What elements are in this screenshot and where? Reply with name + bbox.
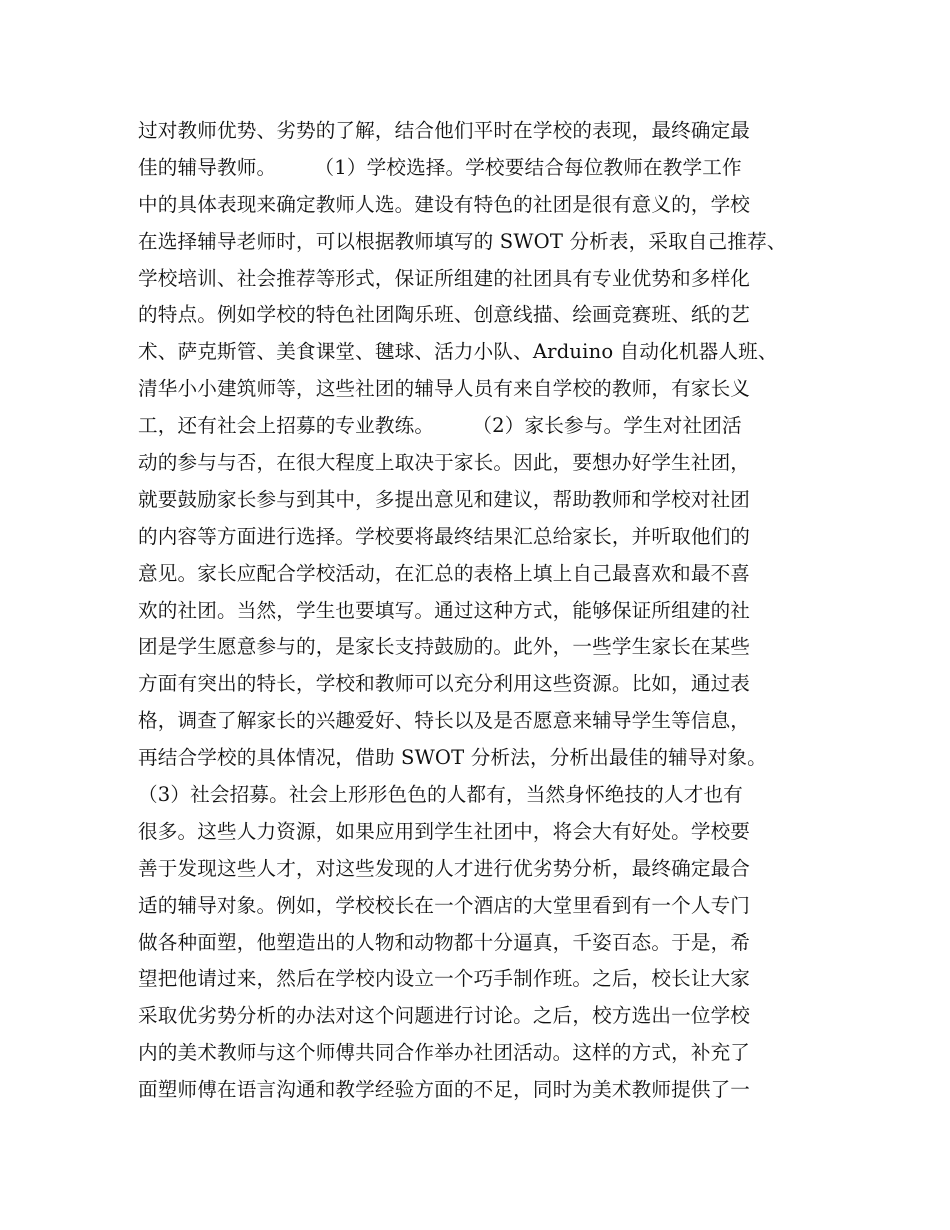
- text-line: 做各种面塑，他塑造出的人物和动物都十分逼真，千姿百态。于是，希: [138, 930, 751, 954]
- text-line: 适的辅导对象。例如，学校校长在一个酒店的大堂里看到有一个人专门: [138, 893, 751, 917]
- text-line: 团是学生愿意参与的，是家长支持鼓励的。此外，一些学生家长在某些: [138, 635, 751, 659]
- text-line: 工，还有社会上招募的专业教练。 （2）家长参与。学生对社团活: [138, 414, 742, 438]
- text-line: 术、萨克斯管、美食课堂、毽球、活力小队、Arduino 自动化机器人班、: [138, 340, 778, 364]
- body-text: [138, 113, 828, 1109]
- text-line: 意见。家长应配合学校活动，在汇总的表格上填上自己最喜欢和最不喜: [138, 561, 751, 585]
- text-line: 佳的辅导教师。 （1）学校选择。学校要结合每位教师在教学工作: [138, 155, 742, 179]
- text-line: 欢的社团。当然，学生也要填写。通过这种方式，能够保证所组建的社: [138, 598, 751, 622]
- text-line: 动的参与与否，在很大程度上取决于家长。因此，要想办好学生社团，: [138, 451, 751, 475]
- text-line: 采取优劣势分析的办法对这个问题进行讨论。之后，校方选出一位学校: [138, 1004, 751, 1028]
- text-line: 的特点。例如学校的特色社团陶乐班、创意线描、绘画竞赛班、纸的艺: [138, 303, 751, 327]
- text-line: 就要鼓励家长参与到其中，多提出意见和建议，帮助教师和学校对社团: [138, 487, 751, 511]
- text-line: 中的具体表现来确定教师人选。建设有特色的社团是很有意义的，学校: [138, 192, 751, 216]
- text-line: 很多。这些人力资源，如果应用到学生社团中，将会大有好处。学校要: [138, 819, 751, 843]
- text-line: 格，调查了解家长的兴趣爱好、特长以及是否愿意来辅导学生等信息，: [138, 709, 751, 733]
- text-line: 再结合学校的具体情况，借助 SWOT 分析法，分析出最佳的辅导对象。: [138, 746, 767, 770]
- text-line: 清华小小建筑师等，这些社团的辅导人员有来自学校的教师，有家长义: [138, 377, 751, 401]
- text-line: （3）社会招募。社会上形形色色的人都有，当然身怀绝技的人才也有: [138, 783, 743, 807]
- text-line: 学校培训、社会推荐等形式，保证所组建的社团具有专业优势和多样化: [138, 266, 751, 290]
- text-line: 过对教师优势、劣势的了解，结合他们平时在学校的表现，最终确定最: [138, 119, 751, 142]
- text-line: 在选择辅导老师时，可以根据教师填写的 SWOT 分析表，采取自己推荐、: [138, 229, 787, 253]
- text-line: 方面有突出的特长，学校和教师可以充分利用这些资源。比如，通过表: [138, 672, 751, 696]
- text-line: 内的美术教师与这个师傅共同合作举办社团活动。这样的方式，补充了: [138, 1041, 751, 1065]
- text-line: 的内容等方面进行选择。学校要将最终结果汇总给家长，并听取他们的: [138, 524, 751, 548]
- text-line: 面塑师傅在语言沟通和教学经验方面的不足，同时为美术教师提供了一: [138, 1078, 751, 1102]
- text-line: 望把他请过来，然后在学校内设立一个巧手制作班。之后，校长让大家: [138, 967, 751, 991]
- text-line: 善于发现这些人才，对这些发现的人才进行优劣势分析，最终确定最合: [138, 856, 751, 880]
